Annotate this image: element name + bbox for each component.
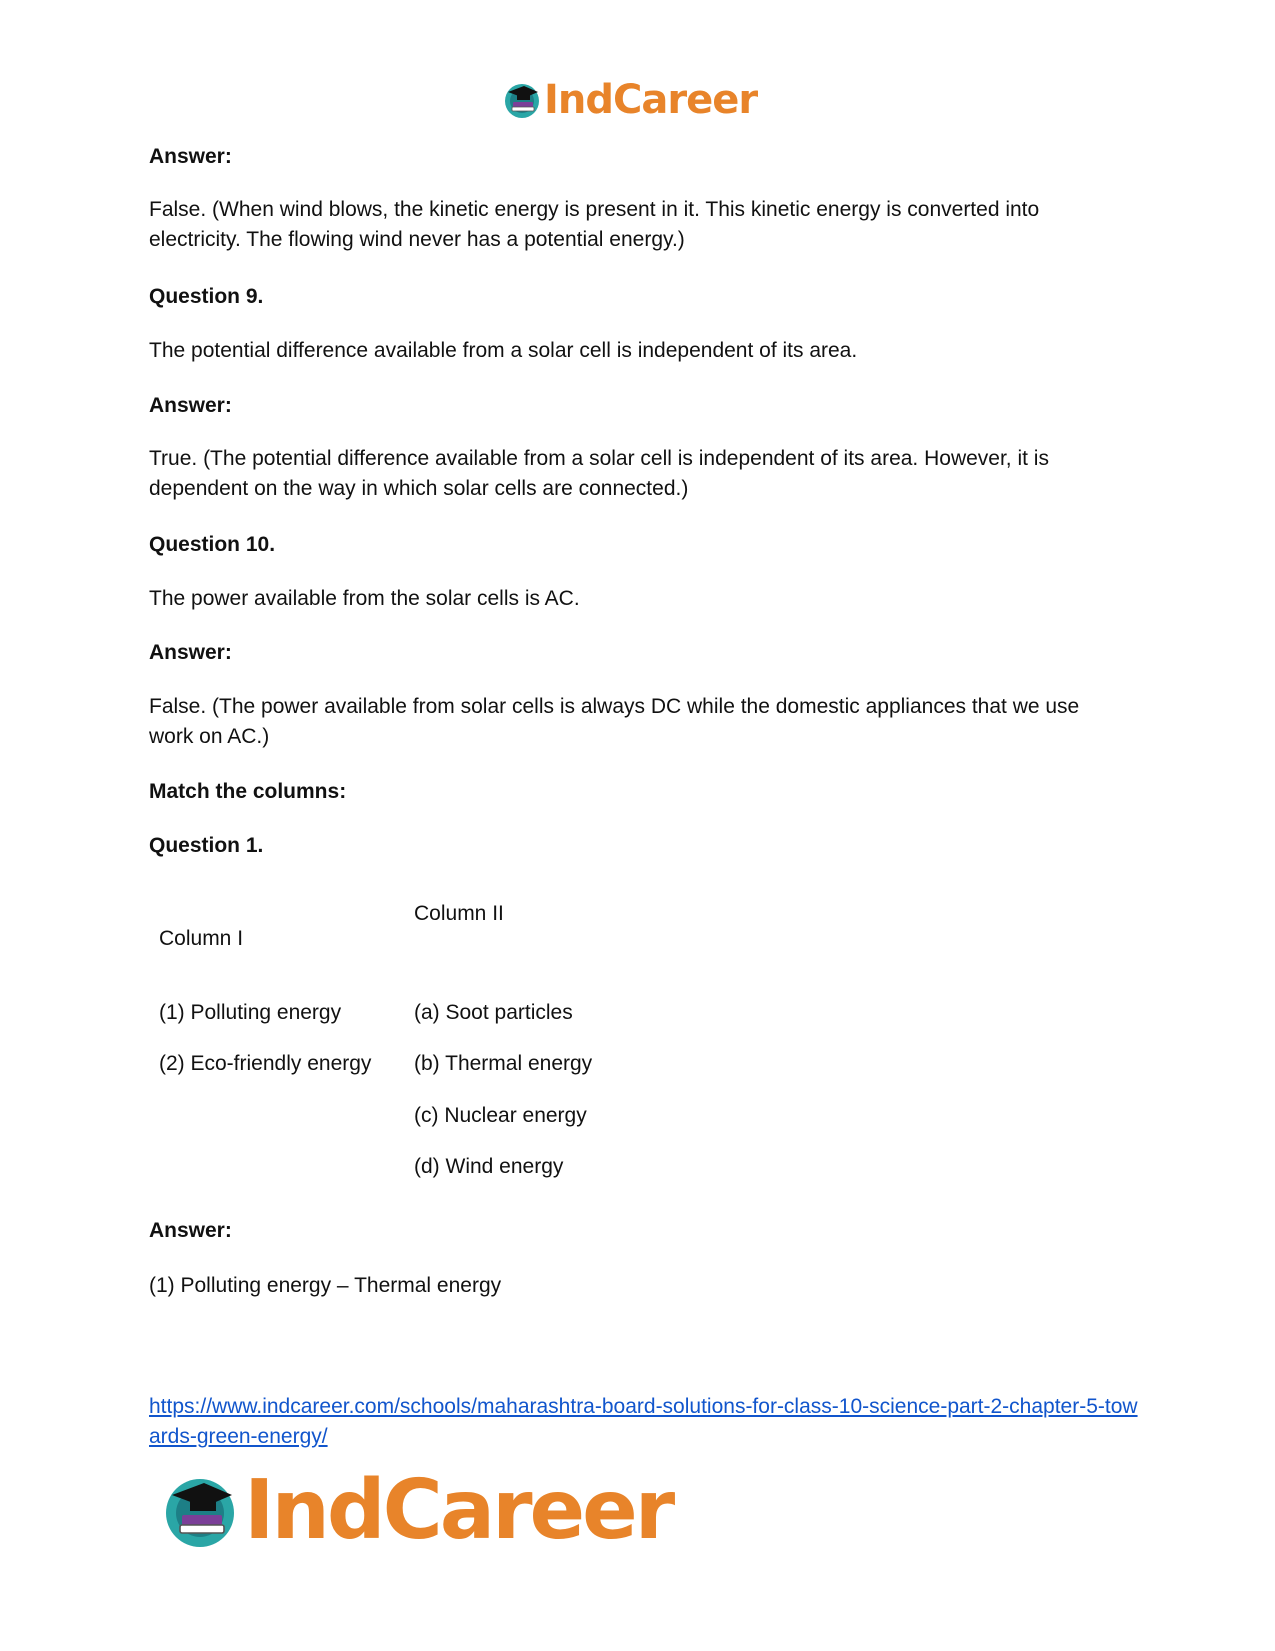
brand-name: IndCareer	[244, 1463, 673, 1558]
column-2-item: (d) Wind energy	[414, 1155, 564, 1178]
answer-label: Answer:	[149, 641, 232, 664]
question-label: Question 1.	[149, 834, 264, 857]
answer-label: Answer:	[149, 1219, 232, 1242]
column-1-header: Column I	[159, 927, 244, 950]
question-text: The potential difference available from a solar cell is independent of its area.	[149, 339, 858, 362]
column-2-item: (b) Thermal energy	[414, 1052, 593, 1075]
graduation-globe-icon	[502, 80, 542, 120]
indcareer-logo-bottom	[160, 1463, 673, 1558]
section-heading: Match the columns:	[149, 780, 347, 803]
column-2-item: (a) Soot particles	[414, 1001, 573, 1024]
brand-name: IndCareer	[544, 77, 758, 123]
answer-text: False. (When wind blows, the kinetic energy is present in it. This kinetic energy is converted into electricity. The flowing wind never has a potential energy.)	[149, 198, 1040, 251]
question-text: The power available from the solar cells is AC.	[149, 587, 580, 610]
column-2-header: Column II	[414, 902, 504, 925]
answer-label: Answer:	[149, 145, 232, 168]
answer-text: (1) Polluting energy – Thermal energy	[149, 1274, 502, 1297]
question-label: Question 9.	[149, 285, 264, 308]
column-1-item: (2) Eco-friendly energy	[159, 1052, 372, 1075]
source-url-link[interactable]: https://www.indcareer.com/schools/maharashtra-board-solutions-for-class-10-science-part-2-chapter-5-towards-green-energy/	[149, 1395, 1138, 1448]
answer-text: True. (The potential difference available from a solar cell is independent of its area. However, it is dependent on the way in which solar cells are connected.)	[149, 447, 1049, 500]
indcareer-logo-top	[502, 77, 758, 123]
answer-text: False. (The power available from solar cells is always DC while the domestic appliances that we use work on AC.)	[149, 695, 1080, 748]
column-2-item: (c) Nuclear energy	[414, 1104, 587, 1127]
graduation-globe-icon	[160, 1471, 240, 1551]
answer-label: Answer:	[149, 394, 232, 417]
column-1-item: (1) Polluting energy	[159, 1001, 342, 1024]
question-label: Question 10.	[149, 533, 276, 556]
